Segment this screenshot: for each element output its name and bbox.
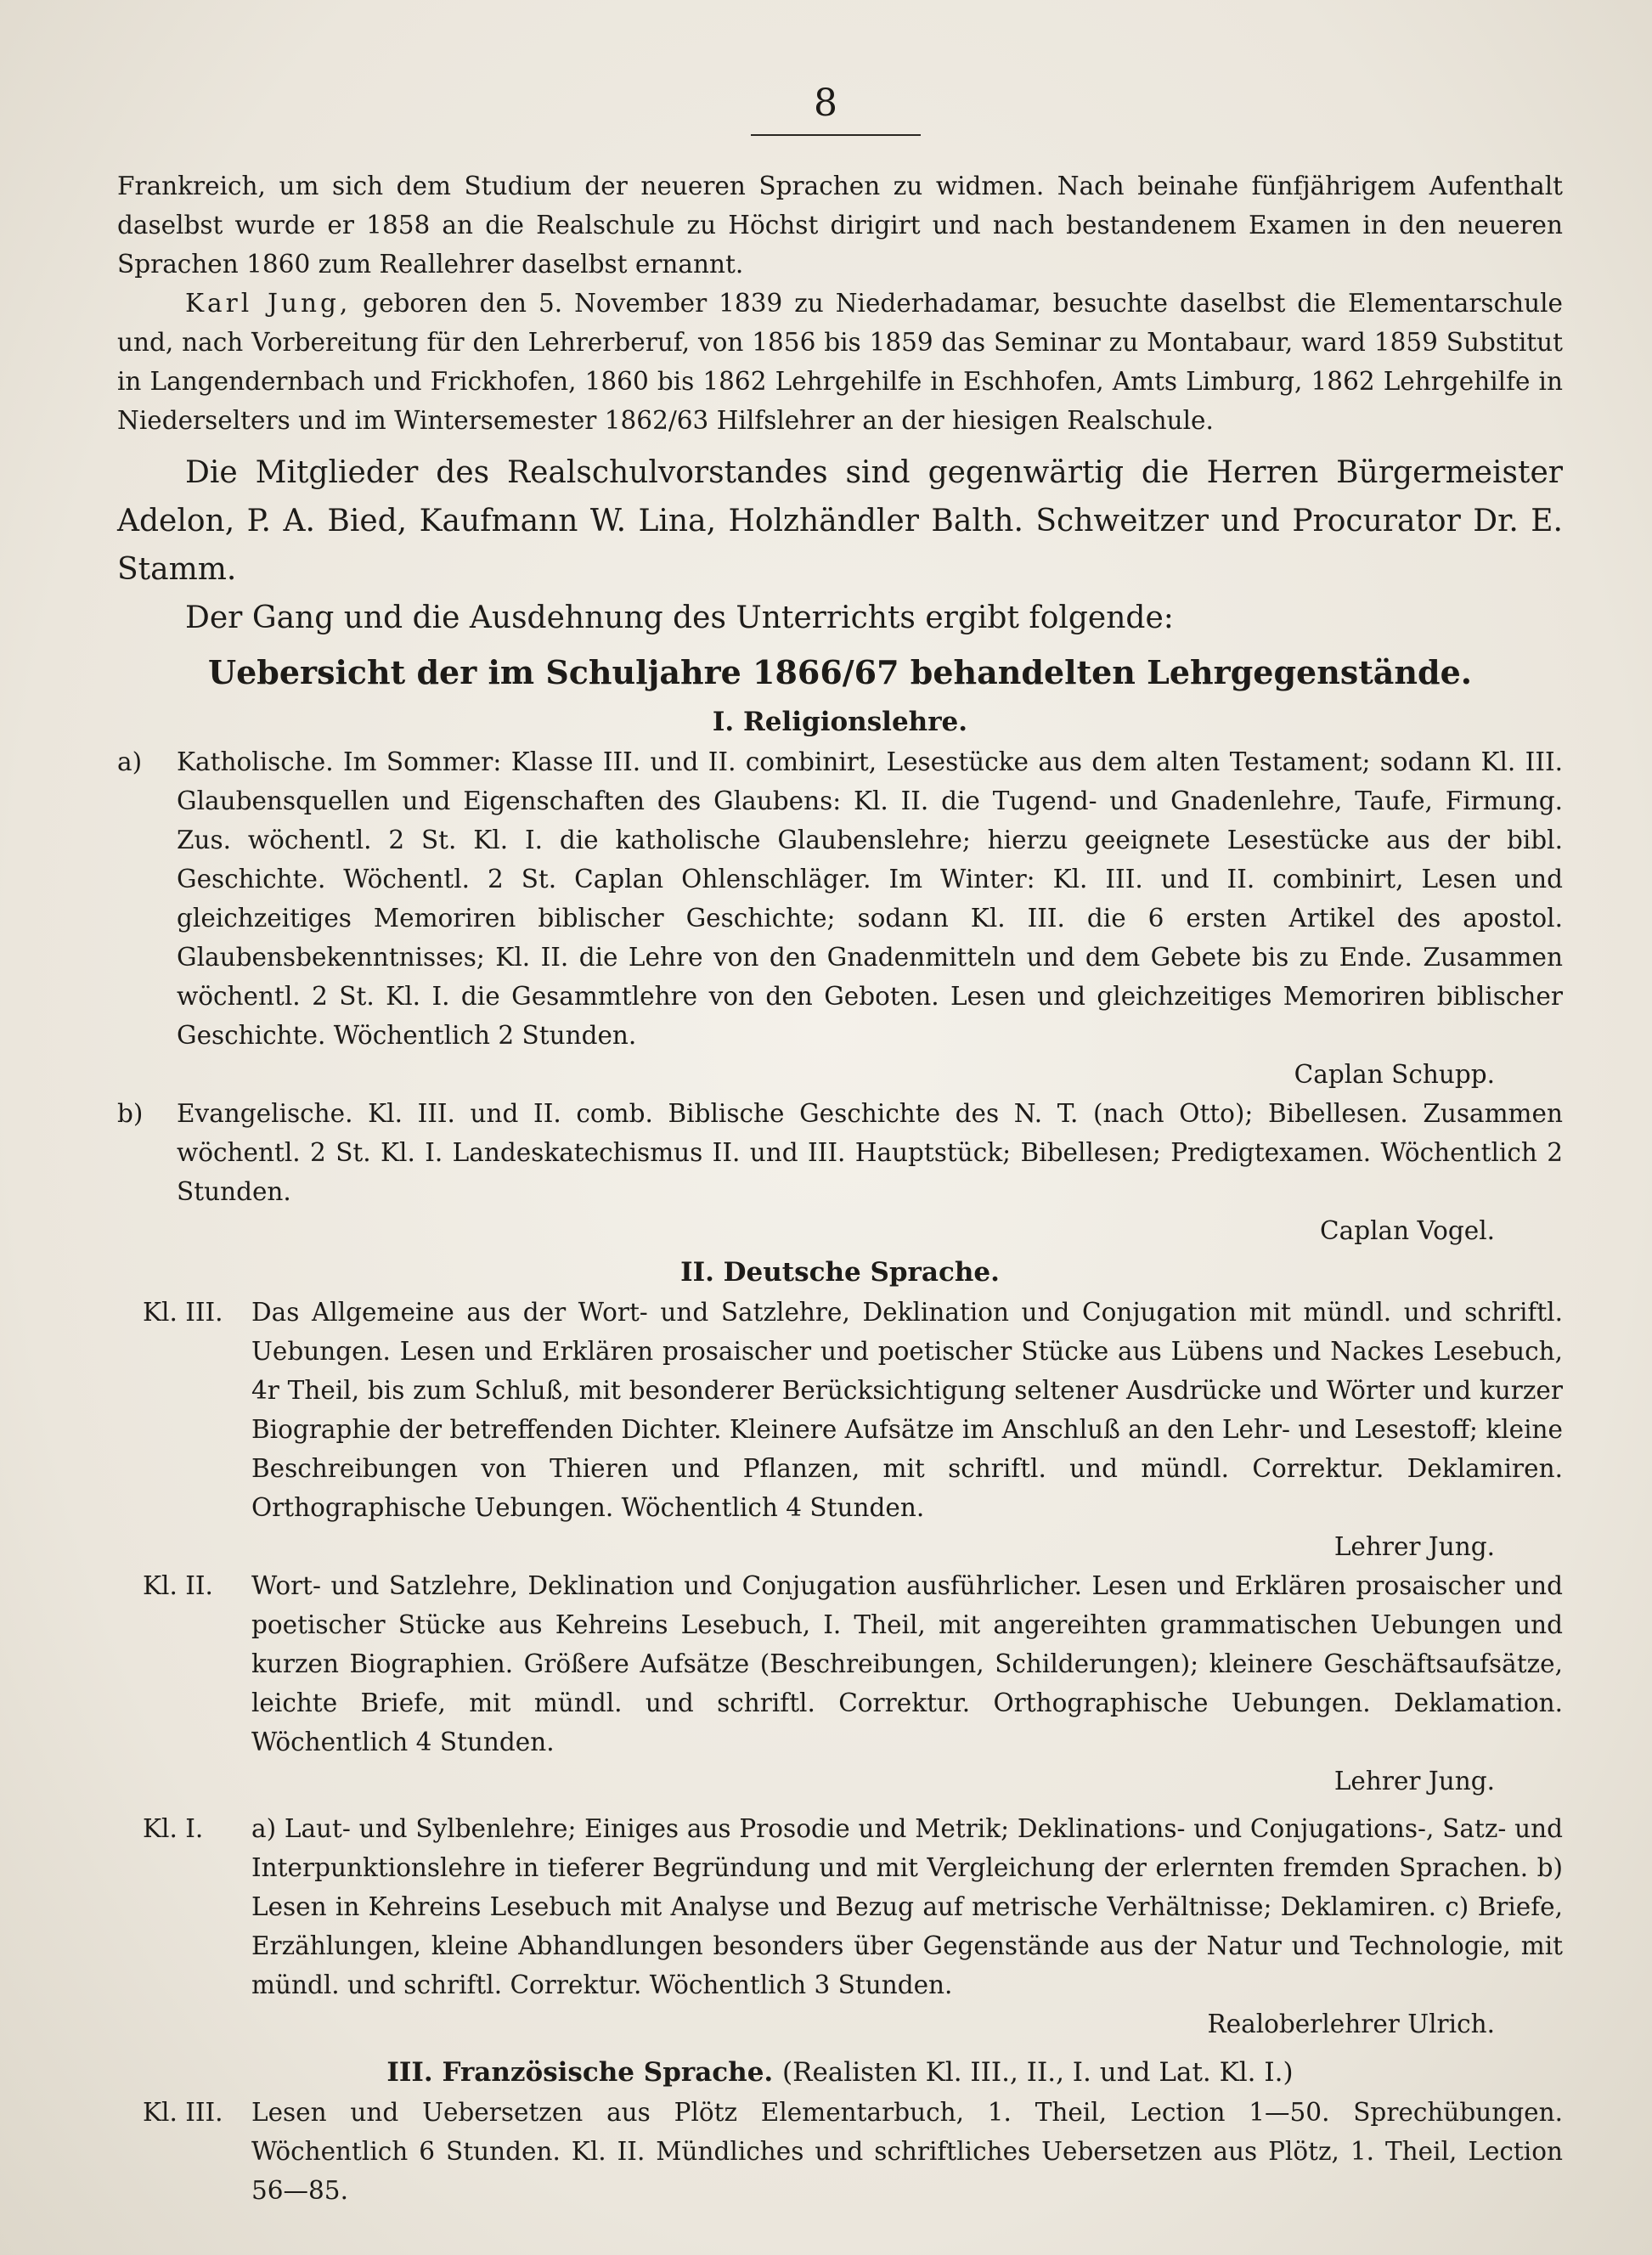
teacher-signature: Lehrer Jung. bbox=[1333, 1532, 1495, 1561]
paragraph-course-intro: Der Gang und die Ausdehnung des Unterrichts ergibt folgende: bbox=[185, 600, 1174, 635]
entry-text: Evangelische. Kl. III. und II. comb. Biblische Geschichte des N. T. (nach Otto); Bibellesen. Zusammen wöchentl. 2 St. Kl. I. Landeskatechismus II. und III. Hauptstück; Bibellesen; Predigtexamen. Wöchentlich 2 Stunden. bbox=[177, 1099, 1563, 1206]
person-name: Karl Jung, bbox=[185, 289, 352, 318]
entry-text: Wort- und Satzlehre, Deklination und Conjugation ausführlicher. Lesen und Erklären prosaischer und poetischer Stücke aus Kehreins Lesebuch, I. Theil, mit angereihten grammatischen Uebungen und kurzen Biographien. Größere Aufsätze (Beschreibungen, Schilderungen); kleinere Geschäftsaufsätze, leichte Briefe, mit mündl. und schriftl. Correktur. Orthographische Uebungen. Deklamation. Wöchentlich 4 Stunden. bbox=[251, 1571, 1563, 1756]
paragraph-frankreich: Frankreich, um sich dem Studium der neueren Sprachen zu widmen. Nach beinahe fünfjährigem Aufenthalt daselbst wurde er 1858 an die Realschule zu Höchst dirigirt und nach bestandenem Examen in den neueren Sprachen 1860 zum Reallehrer daselbst ernannt. bbox=[117, 172, 1563, 279]
entry-german-class-1 bbox=[117, 1809, 1563, 2044]
section-heading-french-title: III. Französische Sprache. bbox=[386, 2057, 774, 2088]
section-heading-religion: I. Religionslehre. bbox=[712, 707, 968, 737]
entry-label: a) bbox=[117, 747, 143, 776]
class-label: Kl. III. bbox=[143, 2098, 223, 2127]
entry-text: Katholische. Im Sommer: Klasse III. und II. combinirt, Lesestücke aus dem alten Testament; sodann Kl. III. Glaubensquellen und Eigenschaften des Glaubens: Kl. II. die Tugend- und Gnadenlehre, Taufe, Firmung. Zus. wöchentl. 2 St. Kl. I. die katholische Glaubenslehre; hierzu geeignete Lesestücke aus der bibl. Geschichte. Wöchentl. 2 St. Caplan Ohlenschläger. Im Winter: Kl. III. und II. combinirt, Lesen und gleichzeitiges Memoriren biblischer Geschichte; sodann Kl. III. die 6 ersten Artikel des apostol. Glaubensbekenntnisses; Kl. II. die Lehre von den Gnadenmitteln und dem Gebete bis zu Ende. Zusammen wöchentl. 2 St. Kl. I. die Gesammtlehre von den Geboten. Lesen und gleichzeitiges Memoriren biblischer Geschichte. Wöchentlich 2 Stunden. bbox=[177, 747, 1563, 1050]
entry-label: b) bbox=[117, 1099, 144, 1128]
teacher-signature: Realoberlehrer Ulrich. bbox=[1207, 2010, 1495, 2038]
section-heading-french-note: (Realisten Kl. III., II., I. und Lat. Kl. I.) bbox=[782, 2057, 1294, 2088]
overview-title: Uebersicht der im Schuljahre 1866/67 behandelten Lehrgegenstände. bbox=[207, 653, 1472, 691]
teacher-signature: Caplan Schupp. bbox=[1294, 1060, 1495, 1089]
paragraph-board-members: Die Mitglieder des Realschulvorstandes sind gegenwärtig die Herren Bürgermeister Adelon, P. A. Bied, Kaufmann W. Lina, Holzhändler Balth. Schweitzer und Procurator Dr. E. Stamm. bbox=[117, 455, 1563, 587]
section-heading-french bbox=[117, 2052, 1563, 2093]
class-label: Kl. II. bbox=[143, 1571, 213, 1600]
section-heading-german: II. Deutsche Sprache. bbox=[680, 1257, 1000, 1288]
teacher-signature: Caplan Vogel. bbox=[1320, 1216, 1495, 1245]
paragraph-karl-jung bbox=[117, 284, 1563, 440]
paragraph-karl-jung-text: geboren den 5. November 1839 zu Niederhadamar, besuchte daselbst die Elementarschule und, nach Vorbereitung für den Lehrerberuf, von 1856 bis 1859 das Seminar zu Montabaur, ward 1859 Substitut in Langendernbach und Frickhofen, 1860 bis 1862 Lehrgehilfe in Eschhofen, Amts Limburg, 1862 Lehrgehilfe in Niederselters und im Wintersemester 1862/63 Hilfslehrer an der hiesigen Realschule. bbox=[117, 289, 1563, 435]
entry-religion-catholic bbox=[117, 742, 1563, 1094]
teacher-signature: Lehrer Jung. bbox=[1333, 1767, 1495, 1796]
page-number: 8 bbox=[814, 82, 838, 125]
entry-german-class-3 bbox=[117, 1293, 1563, 1566]
entry-german-class-2 bbox=[117, 1566, 1563, 1801]
class-label: Kl. I. bbox=[143, 1814, 204, 1843]
entry-text: Das Allgemeine aus der Wort- und Satzlehre, Deklination und Conjugation mit mündl. und schriftl. Uebungen. Lesen und Erklären prosaischer und poetischer Stücke aus Lübens und Nackes Lesebuch, 4r Theil, bis zum Schluß, mit besonderer Berücksichtigung seltener Ausdrücke und Wörter und kurzer Biographie der betreffenden Dichter. Kleinere Aufsätze im Anschluß an den Lehr- und Lesestoff; kleine Beschreibungen von Thieren und Pflanzen, mit schriftl. und mündl. Correktur. Deklamiren. Orthographische Uebungen. Wöchentlich 4 Stunden. bbox=[251, 1298, 1563, 1522]
entry-text: a) Laut- und Sylbenlehre; Einiges aus Prosodie und Metrik; Deklinations- und Conjugations-, Satz- und Interpunktionslehre in tieferer Begründung und mit Vergleichung der erlernten fremden Sprachen. b) Lesen in Kehreins Lesebuch mit Analyse und Bezug auf metrische Verhältnisse; Deklamiren. c) Briefe, Erzählungen, kleine Abhandlungen besonders über Gegenstände aus der Natur und Technologie, mit mündl. und schriftl. Correktur. Wöchentlich 3 Stunden. bbox=[251, 1814, 1563, 1999]
header-rule bbox=[751, 134, 921, 136]
page-content bbox=[117, 166, 1563, 2210]
entry-french-class-3 bbox=[117, 2093, 1563, 2210]
entry-text: Lesen und Uebersetzen aus Plötz Elementarbuch, 1. Theil, Lection 1—50. Sprechübungen. Wöchentlich 6 Stunden. Kl. II. Mündliches und schriftliches Uebersetzen aus Plötz, 1. Theil, Lection 56—85. bbox=[251, 2098, 1563, 2205]
class-label: Kl. III. bbox=[143, 1298, 223, 1327]
entry-religion-protestant bbox=[117, 1094, 1563, 1250]
